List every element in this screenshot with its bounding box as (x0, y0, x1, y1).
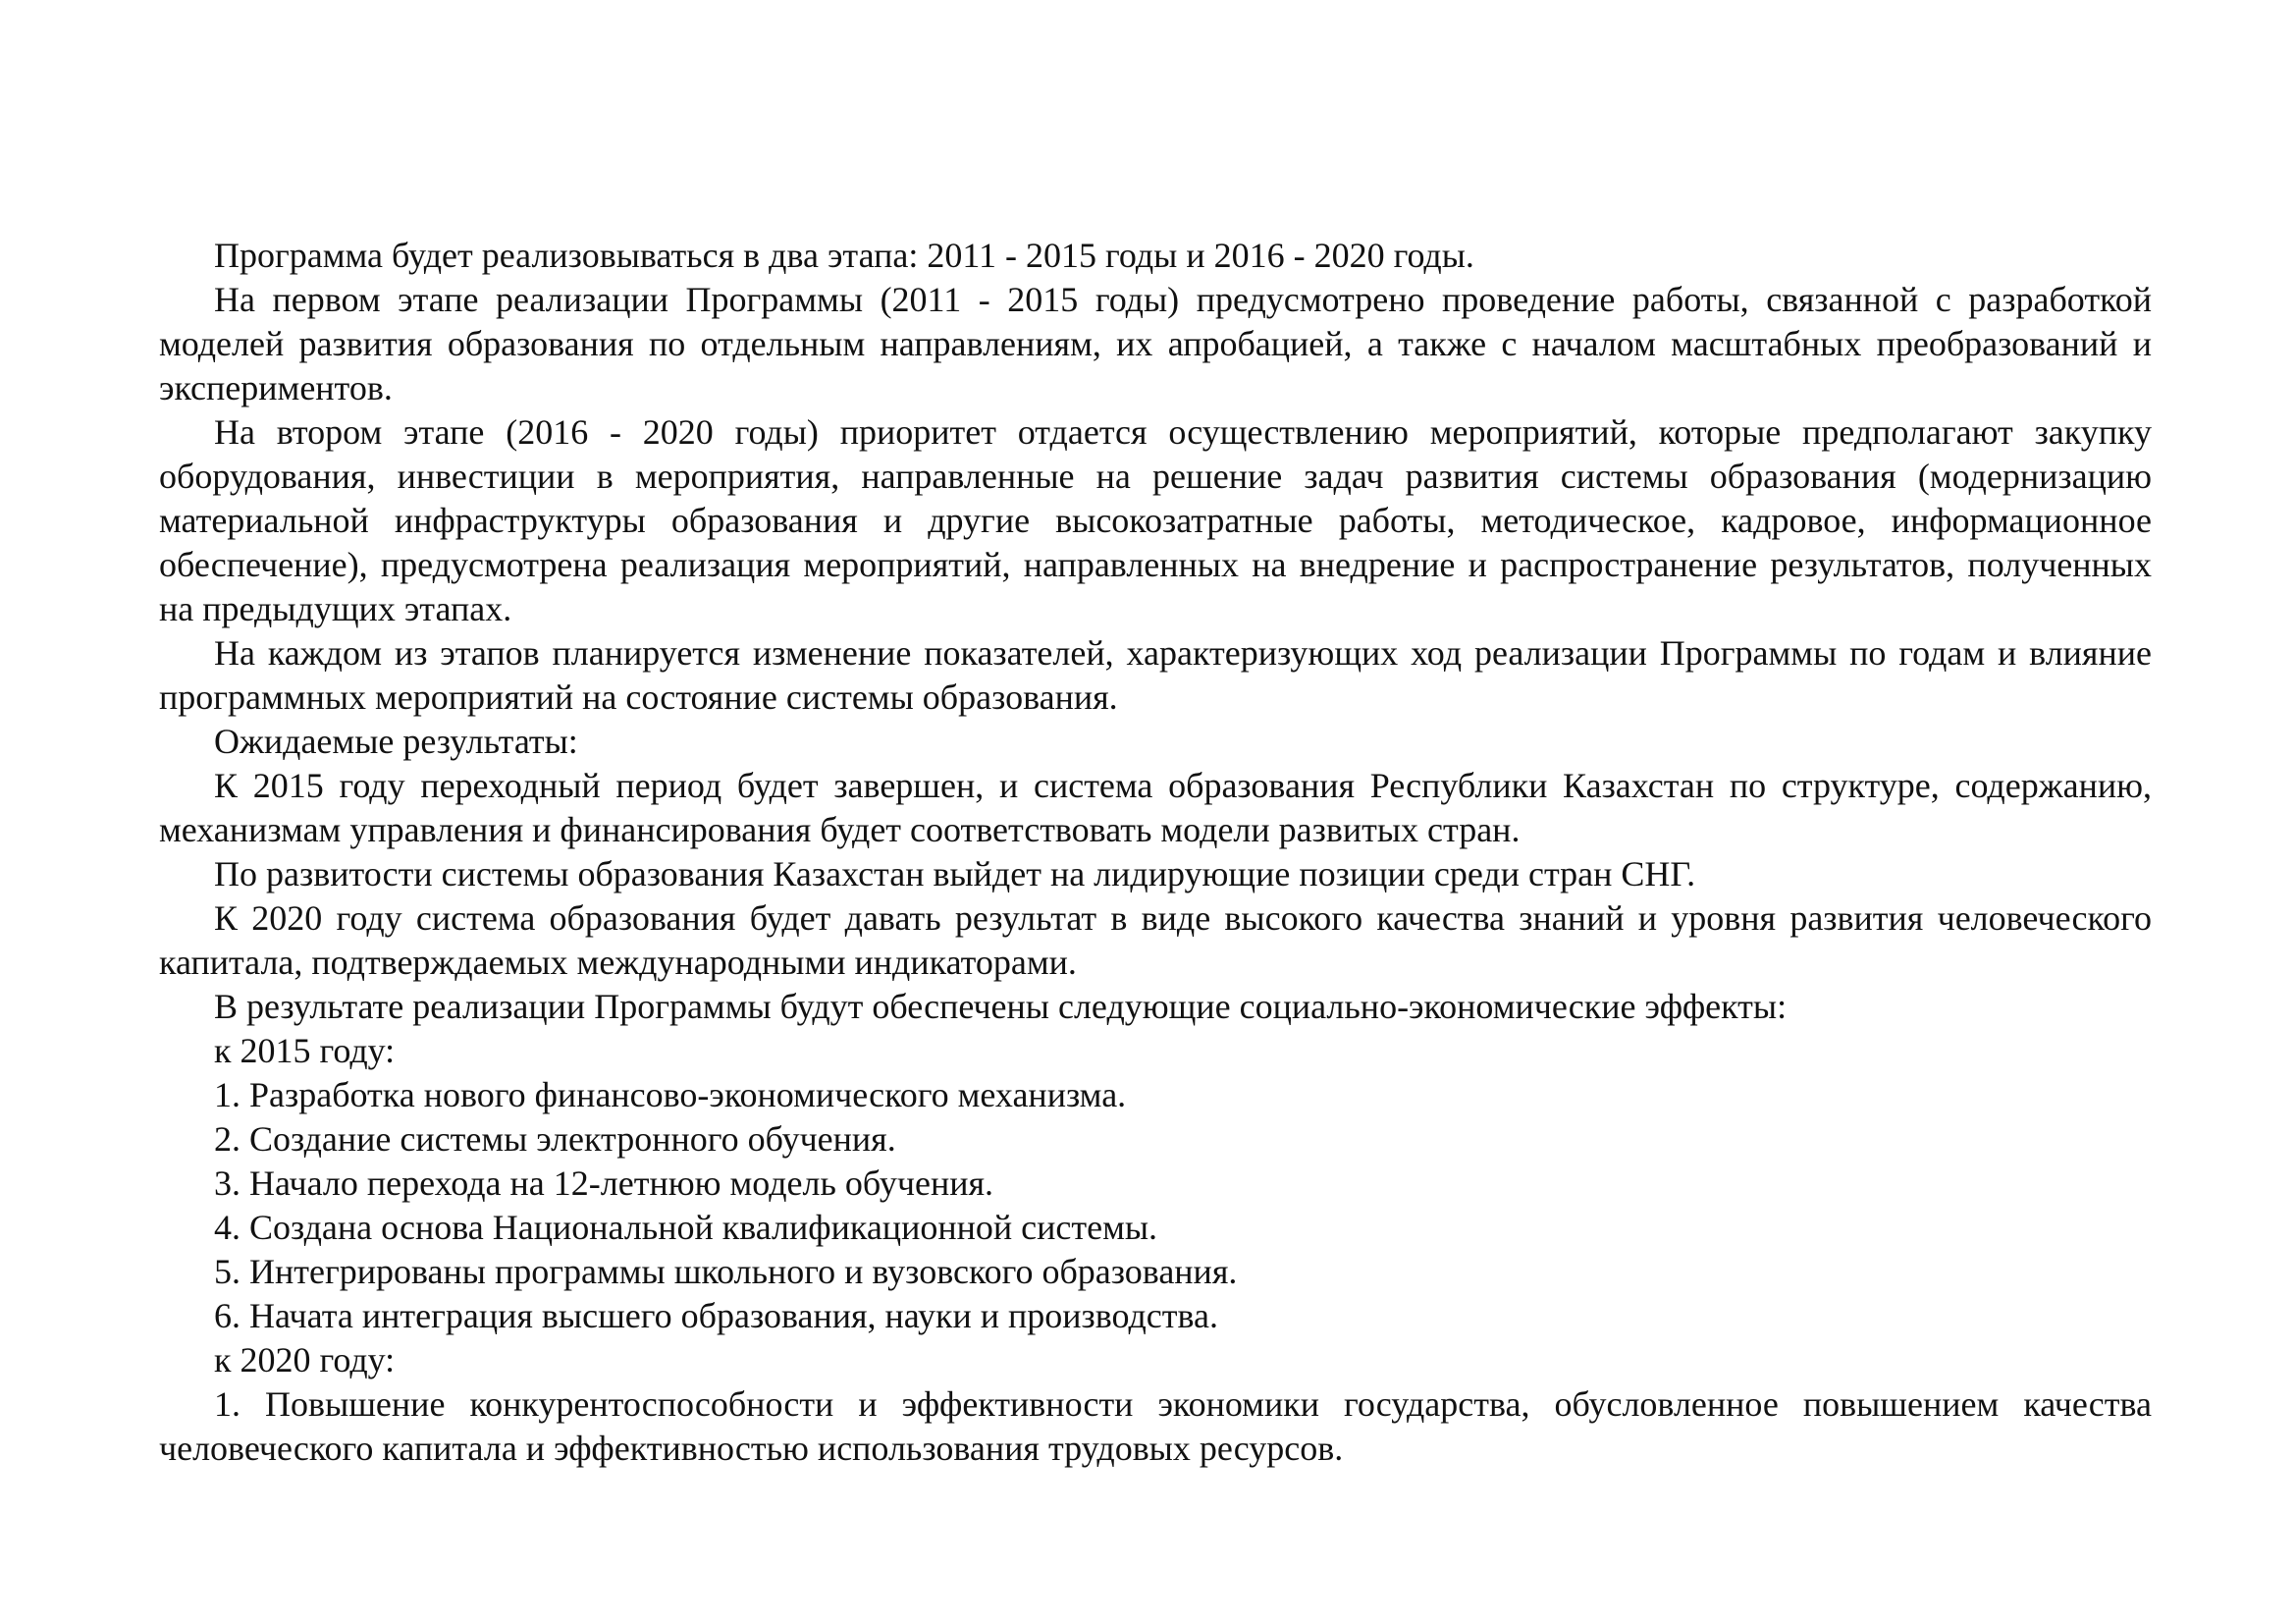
list-item: 4. Создана основа Национальной квалификационной системы. (214, 1208, 1158, 1247)
paragraph-by-2015-heading: к 2015 году: (214, 1031, 396, 1070)
paragraph-2015-result: К 2015 году переходный период будет завершен, и система образования Республики Казахстан по структуре, содержанию, механизмам управления и финансирования будет соответствовать модели развитых стран. (159, 766, 2152, 849)
paragraph-stages: Программа будет реализовываться в два этапа: 2011 - 2015 годы и 2016 - 2020 годы. (214, 236, 1474, 275)
paragraph-cis-position: По развитости системы образования Казахстан выйдет на лидирующие позиции среди стран СНГ. (214, 854, 1696, 893)
paragraph-by-2020-heading: к 2020 году: (214, 1340, 396, 1380)
paragraph-first-stage: На первом этапе реализации Программы (2011 - 2015 годы) предусмотрено проведение работы, связанной с разработкой моделей развития образования по отдельным направлениям, их апробацией, а также с началом масштабных преобразований и экспериментов. (159, 280, 2152, 407)
paragraph-2020-result: К 2020 году система образования будет давать результат в виде высокого качества знаний и уровня развития человеческого капитала, подтверждаемых международными индикаторами. (159, 898, 2152, 982)
paragraph-second-stage: На втором этапе (2016 - 2020 годы) приоритет отдается осуществлению мероприятий, которые предполагают закупку оборудования, инвестиции в мероприятия, направленные на решение задач развития системы образования (модернизацию материальной инфраструктуры образования и другие высокозатратные работы, методическое, кадровое, информационное обеспечение), предусмотрена реализация мероприятий, направленных на внедрение и распространение результатов, полученных на предыдущих этапах. (159, 412, 2152, 628)
list-item: 1. Повышение конкурентоспособности и эффективности экономики государства, обусловленное повышением качества человеческого капитала и эффективностью использования трудовых ресурсов. (159, 1384, 2152, 1468)
paragraph-indicators: На каждом из этапов планируется изменение показателей, характеризующих ход реализации Программы по годам и влияние программных мероприятий на состояние системы образования. (159, 633, 2152, 717)
paragraph-expected-results-heading: Ожидаемые результаты: (214, 722, 578, 761)
list-item: 5. Интегрированы программы школьного и вузовского образования. (214, 1252, 1238, 1291)
list-item: 2. Создание системы электронного обучения. (214, 1119, 896, 1159)
list-item: 3. Начало перехода на 12-летнюю модель обучения. (214, 1163, 994, 1203)
list-item: 6. Начата интеграция высшего образования, науки и производства. (214, 1296, 1218, 1335)
paragraph-effects-intro: В результате реализации Программы будут обеспечены следующие социально-экономические эффекты: (214, 987, 1788, 1026)
list-item: 1. Разработка нового финансово-экономического механизма. (214, 1075, 1127, 1114)
document-body (159, 234, 2152, 1471)
